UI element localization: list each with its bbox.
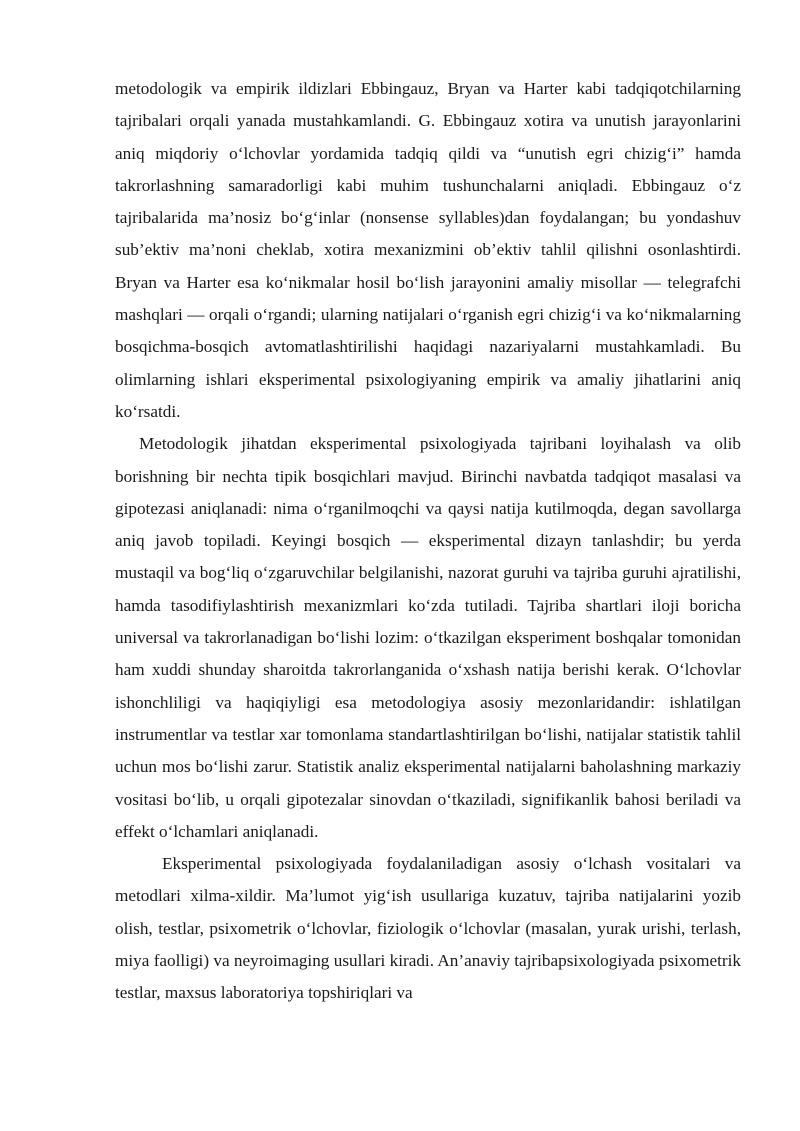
paragraph-continuation: metodologik va empirik ildizlari Ebbingauz, Bryan va Harter kabi tadqiqotchilarning tajribalari orqali yanada mustahkamlandi. G. Ebbingauz xotira va unutish jarayonlarini aniq miqdoriy o‘lchovlar yordamida tadqiq qildi va “unutish egri chizig‘i” hamda takrorlashning samaradorligi kabi muhim tushunchalarni aniqladi. Ebbingauz o‘z tajribalarida ma’nosiz bo‘g‘inlar (nonsense syllables)dan foydalangan; bu yondashuv sub’ektiv ma’noni cheklab, xotira mexanizmini ob’ektiv tahlil qilishni osonlashtirdi. Bryan va Harter esa ko‘nikmalar hosil bo‘lish jarayonini amaliy misollar — telegrafchi mashqlari — orqali o‘rgandi; ularning natijalari o‘rganish egri chizig‘i va ko‘nikmalarning bosqichma-bosqich avtomatlashtirilishi haqidagi nazariyalarni mustahkamladi. Bu olimlarning ishlari eksperimental psixologiyaning empirik va amaliy jihatlarini aniq ko‘rsatdi. [115,79,741,421]
paragraph-methodology: Metodologik jihatdan eksperimental psixologiyada tajribani loyihalash va olib borishning bir nechta tipik bosqichlari mavjud. Birinchi navbatda tadqiqot masalasi va gipotezasi aniqlanadi: nima o‘rganilmoqchi va qaysi natija kutilmoqda, degan savollarga aniq javob topiladi. Keyingi bosqich — eksperimental dizayn tanlashdir; bu yerda mustaqil va bog‘liq o‘zgaruvchilar belgilanishi, nazorat guruhi va tajriba guruhi ajratilishi, hamda tasodifiylashtirish mexanizmlari ko‘zda tutiladi. Tajriba shartlari iloji boricha universal va takrorlanadigan bo‘lishi lozim: o‘tkazilgan eksperiment boshqalar tomonidan ham xuddi shunday sharoitda takrorlanganida o‘xshash natija berishi kerak. O‘lchovlar ishonchliligi va haqiqiyligi esa metodologiya asosiy mezonlaridandir: ishlatilgan instrumentlar va testlar xar tomonlama standartlashtirilgan bo‘lishi, natijalar statistik tahlil uchun mos bo‘lishi zarur. Statistik analiz eksperimental natijalarni baholashning markaziy vositasi bo‘lib, u orqali gipotezalar sinovdan o‘tkaziladi, signifikanlik bahosi beriladi va effekt o‘lchamlari aniqlanadi. [115,434,741,841]
body-text [115,73,741,1010]
paragraph-measurement-tools: Eksperimental psixologiyada foydalaniladigan asosiy o‘lchash vositalari va metodlari xilma-xildir. Ma’lumot yig‘ish usullariga kuzatuv, tajriba natijalarini yozib olish, testlar, psixometrik o‘lchovlar, fiziologik o‘lchovlar (masalan, yurak urishi, terlash, miya faolligi) va neyroimaging usullari kiradi. An’anaviy tajribapsixologiyada psixometrik testlar, maxsus laboratoriya topshiriqlari va [115,854,741,1003]
